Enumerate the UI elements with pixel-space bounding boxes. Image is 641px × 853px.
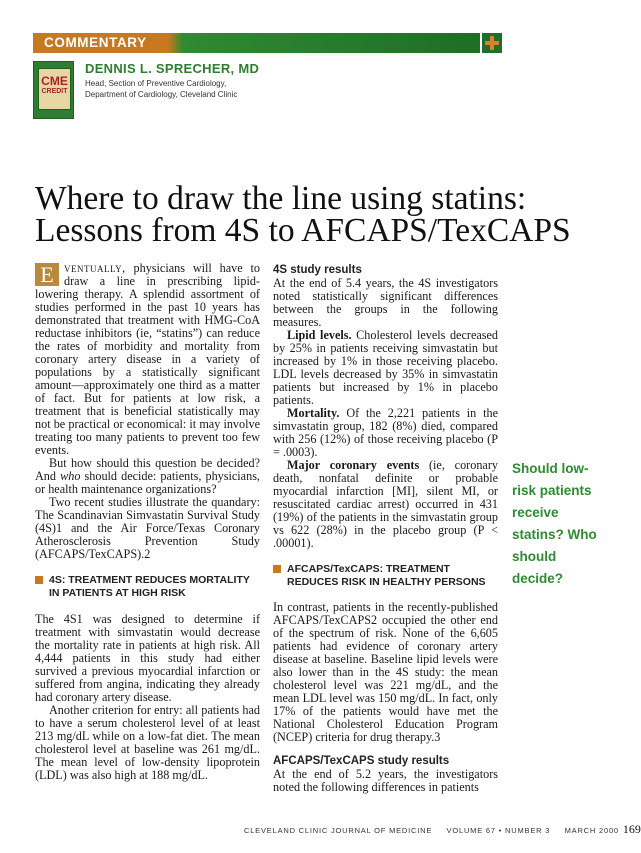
subheading: 4S study results bbox=[273, 264, 362, 276]
paragraph bbox=[273, 407, 498, 459]
article-title-line2: Lessons from 4S to AFCAPS/TexCAPS bbox=[35, 212, 571, 249]
footer-journal: CLEVELAND CLINIC JOURNAL OF MEDICINE VOLUME 67 • NUMBER 3 MARCH 2000 bbox=[244, 826, 619, 835]
article-title-line1: Where to draw the line using statins: bbox=[35, 180, 527, 217]
square-bullet-icon bbox=[35, 576, 43, 584]
run-in-heading: Lipid levels. bbox=[287, 328, 352, 342]
paragraph bbox=[273, 329, 498, 407]
paragraph: In contrast, patients in the recently-published AFCAPS/TexCAPS2 occupied the other end of the spectrum of risk. None of the 6,605 patients had evidence of coronary artery disease at baseline. Baseline lipid levels were also lower than in the 4S study: the mean cholesterol level was 221 mg/dL, and the mean LDL level was 150 mg/dL. In fact, only 17% of the patients would have met the National Cholesterol Education Program (NCEP) criteria for drug therapy.3 bbox=[273, 600, 498, 744]
drop-cap: E bbox=[35, 263, 59, 286]
pull-quote: Should low-risk patients receive statins? Who should decide? bbox=[512, 461, 597, 586]
page-footer bbox=[244, 822, 641, 837]
author-affiliation: Department of Cardiology, Cleveland Clinic bbox=[85, 90, 238, 99]
paragraph bbox=[35, 457, 260, 496]
paragraph-text: Cholesterol levels decreased by 25% in patients receiving simvastatin but increased by 1% in those receiving placebo. LDL levels decreased by 35% in simvastatin patients but increased by 1% in placebo patients. bbox=[273, 328, 499, 407]
cme-badge-inner bbox=[38, 68, 71, 110]
square-bullet-icon bbox=[273, 565, 281, 573]
page-number: 169 bbox=[622, 822, 641, 836]
paragraph bbox=[273, 459, 498, 550]
paragraph: At the end of 5.4 years, the 4S investigators noted statistically significant differences between the groups in the following measures. bbox=[273, 276, 498, 329]
paragraph-text: should decide: patients, physicians, or health maintenance organizations? bbox=[35, 469, 260, 496]
credit-label: CREDIT bbox=[41, 88, 68, 95]
paragraph: Two recent studies illustrate the quandary: The Scandinavian Simvastatin Survival Study (4S)1 and the Air Force/Texas Coronary Atherosclerosis Prevention Study (AFCAPS/TexCAPS).2 bbox=[35, 495, 260, 561]
author-name: DENNIS L. SPRECHER, MD bbox=[85, 61, 260, 76]
paragraph: Another criterion for entry: all patients had to have a serum cholesterol level of at least 213 mg/dL while on a low-fat diet. The mean cholesterol level at baseline was 261 mg/dL. The mean level of low-density lipoprotein (LDL) was also high at 188 mg/dL. bbox=[35, 703, 260, 782]
paragraph: The 4S1 was designed to determine if treatment with simvastatin would decrease the mortality rate in patients at high risk. All 4,444 patients in this study had either survived a previous myocardial infarction or suffered from angina, indicating they already had coronary artery disease. bbox=[35, 612, 260, 704]
subheading: AFCAPS/TexCAPS study results bbox=[273, 755, 450, 767]
paragraph-text: Of the 2,221 patients in the simvastatin group, 182 (8%) died, compared with 256 (12%) of those receiving placebo (P = .0003). bbox=[273, 406, 498, 459]
section-heading bbox=[35, 574, 260, 600]
emphasis: who bbox=[60, 469, 81, 483]
cme-credit-badge bbox=[33, 61, 74, 119]
paragraph-text: physicians will have to draw a line in prescribing lipid-lowering therapy. A splendid assortment of studies performed in the past 10 years has demonstrated that treatment with HMG-CoA reductase inhibitors (ie, “statins”) can reduce the rates of morbidity and mortality from coronary artery disease in a variety of populations by a statistically significant amount—approximately one third as a matter of fact. But for patients at low risk, a treatment that is beneficial statistically may not be practical or economical: it may involve treating too many patients to prevent too few events. bbox=[35, 261, 260, 457]
section-label: COMMENTARY bbox=[44, 35, 147, 50]
section-heading bbox=[273, 563, 498, 589]
paragraph-text: But how should this question be decided? And bbox=[35, 456, 260, 483]
section-heading-text: 4S: TREATMENT REDUCES MORTALITY IN PATIENTS AT HIGH RISK bbox=[49, 574, 250, 599]
plus-icon bbox=[482, 33, 502, 53]
cme-label: CME bbox=[41, 74, 68, 88]
author-affiliation: Head, Section of Preventive Cardiology, bbox=[85, 79, 227, 88]
column-left bbox=[35, 262, 260, 782]
smallcaps-lead: ventually, bbox=[64, 261, 126, 275]
run-in-heading: Major coronary events bbox=[287, 458, 420, 472]
column-right bbox=[273, 264, 498, 794]
run-in-heading: Mortality. bbox=[287, 406, 340, 420]
paragraph bbox=[35, 262, 260, 457]
paragraph: At the end of 5.2 years, the investigators noted the following differences in patients bbox=[273, 767, 498, 794]
paragraph-text: (ie, coronary death, nonfatal definite or probable myocardial infarction [MI], silent MI, or resuscitated cardiac arrest) occurred in 431 (19%) of the patients in the simvastatin group vs 622 (28%) in the placebo group (P < .00001). bbox=[273, 458, 498, 550]
section-heading-text: AFCAPS/TexCAPS: TREATMENT REDUCES RISK IN HEALTHY PERSONS bbox=[287, 563, 486, 588]
